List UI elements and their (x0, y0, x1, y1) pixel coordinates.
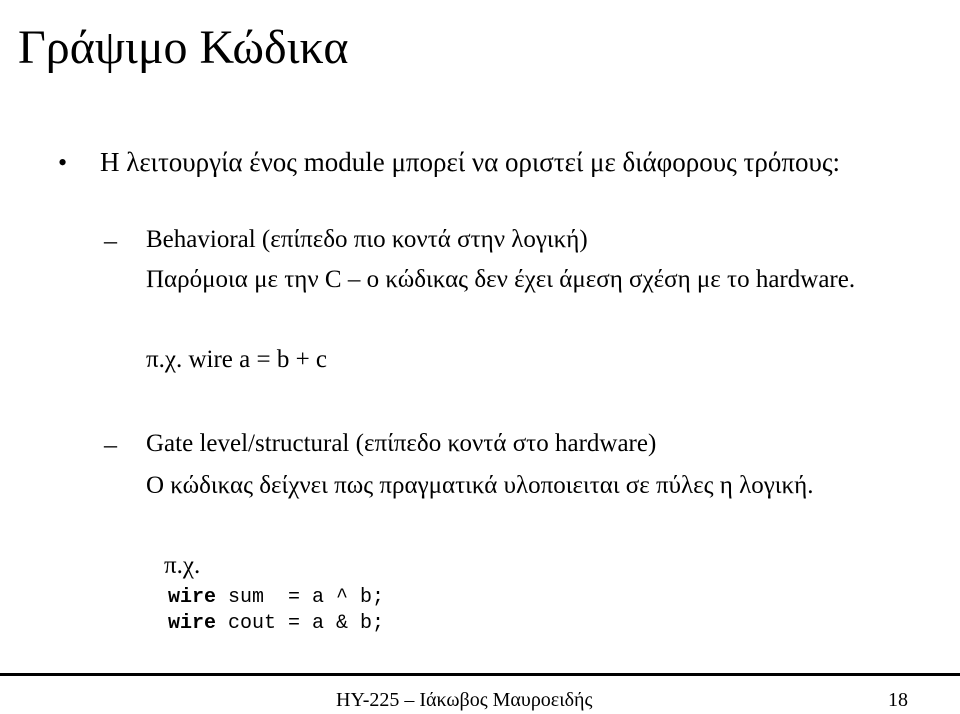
gate-level-description: Ο κώδικας δείχνει πως πραγματικά υλοποιειται σε πύλες η λογική. (146, 472, 814, 499)
dash-icon: – (104, 226, 117, 255)
page-number: 18 (888, 689, 908, 711)
bullet-icon: • (58, 148, 68, 177)
slide-title: Γράψιμο Κώδικα (18, 21, 349, 74)
code-line (168, 611, 384, 637)
code-rest: cout = a & b; (216, 612, 385, 635)
dash-icon: – (104, 430, 117, 459)
gate-level-example-label: π.χ. (164, 552, 201, 579)
footer-text: ΗΥ-225 – Ιάκωβος Μαυροειδής (336, 689, 593, 711)
bullet-text: Η λειτουργία ένος module μπορεί να οριστεί με διάφορους τρόπους: (100, 147, 841, 177)
code-keyword: wire (168, 612, 217, 635)
gate-level-heading: Gate level/structural (επίπεδο κοντά στο hardware) (146, 430, 657, 457)
behavioral-example: π.χ. wire a = b + c (146, 346, 328, 373)
code-rest: sum = a ^ b; (216, 586, 385, 609)
footer-divider (0, 673, 960, 676)
behavioral-description: Παρόμοια με την C – ο κώδικας δεν έχει άμεση σχέση με το hardware. (146, 266, 856, 293)
code-line (168, 585, 384, 611)
behavioral-heading: Behavioral (επίπεδο πιο κοντά στην λογική) (146, 226, 588, 253)
code-keyword: wire (168, 586, 217, 609)
